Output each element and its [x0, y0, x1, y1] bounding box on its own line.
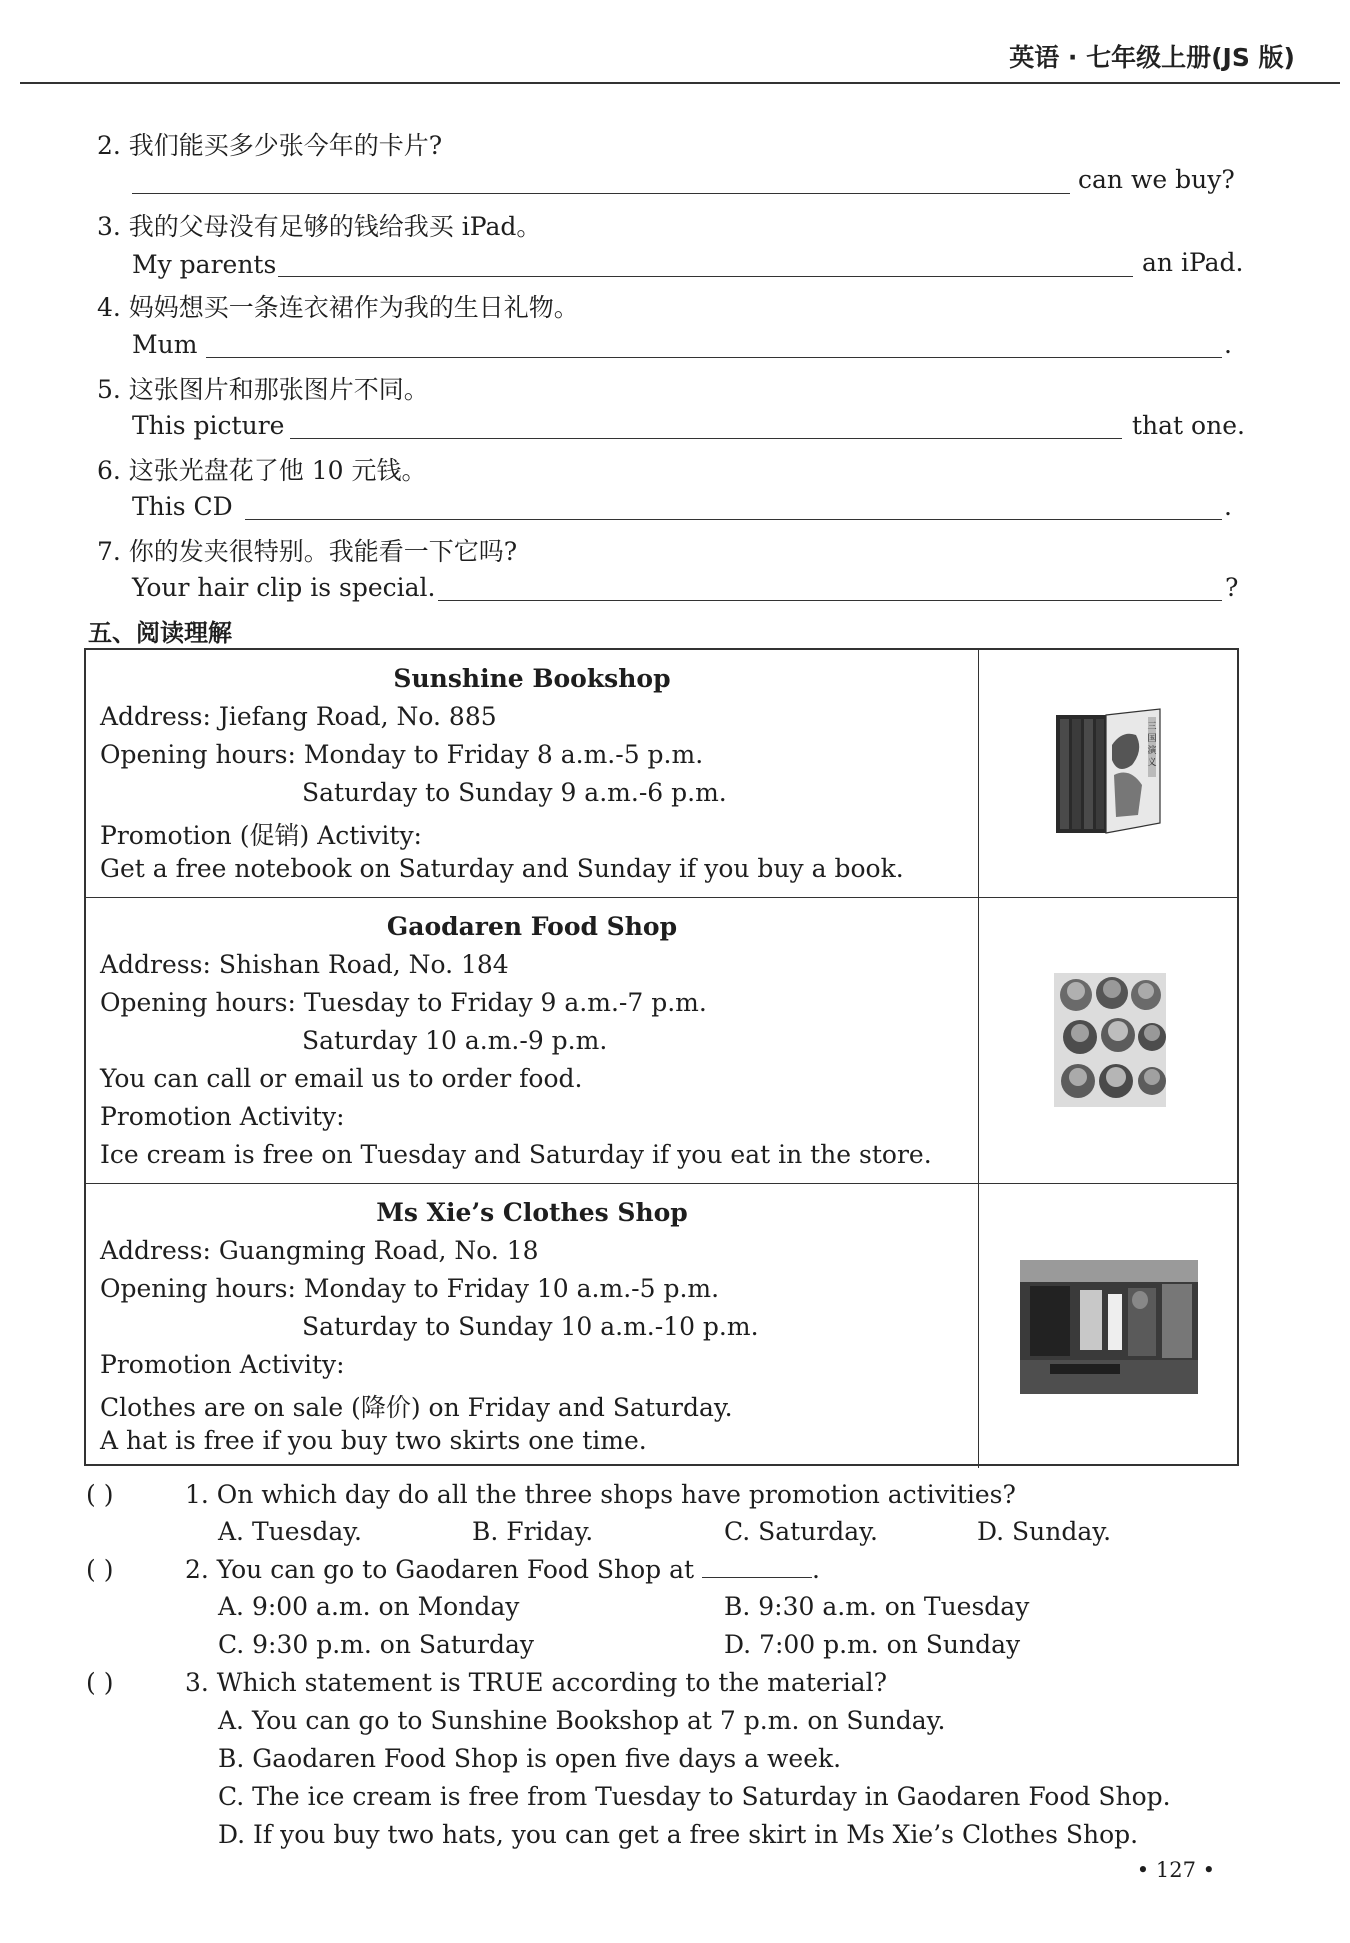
item-5-prompt: 5. 这张图片和那张图片不同。 — [97, 375, 429, 404]
shop-address: Address: Shishan Road, No. 184 — [100, 950, 509, 979]
item-5-tail: that one. — [1132, 411, 1245, 440]
shop-row-sunshine-bookshop — [86, 650, 1237, 897]
shop-hours-weekend: Saturday to Sunday 10 a.m.-10 p.m. — [302, 1312, 759, 1341]
clothes-store-image — [1020, 1260, 1198, 1394]
shop-promotion-text: A hat is free if you buy two skirts one time. — [100, 1426, 647, 1455]
shop-hours-saturday: Saturday 10 a.m.-9 p.m. — [302, 1026, 608, 1055]
item-3-tail: an iPad. — [1142, 248, 1244, 277]
item-2-prompt: 2. 我们能买多少张今年的卡片? — [97, 131, 443, 160]
answer-paren-q1[interactable]: ( ) — [86, 1480, 114, 1509]
shop-sale-text: Clothes are on sale (降价) on Friday and Saturday. — [100, 1393, 733, 1422]
item-7-answer-blank[interactable] — [438, 600, 1222, 601]
question-2-blank[interactable] — [702, 1559, 812, 1578]
shop-name: Gaodaren Food Shop — [386, 912, 678, 941]
cupcakes-image — [1054, 973, 1166, 1107]
item-4-lead: Mum — [132, 330, 198, 359]
item-6-tail: . — [1224, 492, 1232, 521]
shop-address: Address: Guangming Road, No. 18 — [100, 1236, 539, 1265]
q1-option-c: C. Saturday. — [724, 1517, 878, 1546]
q1-option-b: B. Friday. — [472, 1517, 594, 1546]
section-title: 五、阅读理解 — [88, 619, 232, 647]
q2-option-a: A. 9:00 a.m. on Monday — [218, 1592, 520, 1621]
item-3-prompt: 3. 我的父母没有足够的钱给我买 iPad。 — [97, 212, 542, 241]
shop-row-gaodaren-food-shop — [86, 897, 1237, 1183]
shop-hours-weekend: Saturday to Sunday 9 a.m.-6 p.m. — [302, 778, 727, 807]
item-4-prompt: 4. 妈妈想买一条连衣裙作为我的生日礼物。 — [97, 293, 579, 322]
item-7-prompt: 7. 你的发夹很特别。我能看一下它吗? — [97, 537, 518, 566]
question-2-stem-text: 2. You can go to Gaodaren Food Shop at — [185, 1555, 695, 1584]
shop-name: Sunshine Bookshop — [393, 664, 671, 693]
item-5-answer-blank[interactable] — [290, 438, 1122, 439]
question-2-stem-end: . — [812, 1555, 820, 1584]
shop-table — [84, 648, 1239, 1466]
header-title: 英语 · 七年级上册(JS 版) — [1009, 43, 1295, 72]
shop-promotion-label: Promotion (促销) Activity: — [100, 821, 422, 850]
header-rule — [20, 82, 1340, 84]
shop-promotion-text: Ice cream is free on Tuesday and Saturday if you eat in the store. — [100, 1140, 932, 1169]
item-7-lead: Your hair clip is special. — [132, 573, 436, 602]
question-2-stem — [185, 1555, 820, 1584]
shop-name: Ms Xie’s Clothes Shop — [376, 1198, 688, 1227]
shop-promotion-label: Promotion Activity: — [100, 1102, 345, 1131]
q2-option-d: D. 7:00 p.m. on Sunday — [724, 1630, 1021, 1659]
item-5-lead: This picture — [132, 411, 285, 440]
item-7-tail: ? — [1225, 573, 1239, 602]
item-4-tail: . — [1224, 330, 1232, 359]
q3-option-a: A. You can go to Sunshine Bookshop at 7 p.m. on Sunday. — [218, 1706, 946, 1735]
q3-option-d: D. If you buy two hats, you can get a free skirt in Ms Xie’s Clothes Shop. — [218, 1820, 1139, 1849]
item-6-lead: This CD — [132, 492, 233, 521]
q1-option-a: A. Tuesday. — [218, 1517, 363, 1546]
q1-option-d: D. Sunday. — [977, 1517, 1112, 1546]
q3-option-c: C. The ice cream is free from Tuesday to Saturday in Gaodaren Food Shop. — [218, 1782, 1171, 1811]
item-3-lead: My parents — [132, 250, 277, 279]
item-4-answer-blank[interactable] — [206, 357, 1222, 358]
book-cover-title: 三国演义 — [1147, 722, 1157, 768]
answer-paren-q2[interactable]: ( ) — [86, 1555, 114, 1584]
q2-option-b: B. 9:30 a.m. on Tuesday — [724, 1592, 1030, 1621]
answer-paren-q3[interactable]: ( ) — [86, 1668, 114, 1697]
shop-row-ms-xie-clothes-shop — [86, 1183, 1237, 1468]
shop-hours: Opening hours: Monday to Friday 8 a.m.-5 p.m. — [100, 740, 704, 769]
question-3-stem: 3. Which statement is TRUE according to the material? — [185, 1668, 887, 1697]
shop-order-note: You can call or email us to order food. — [100, 1064, 583, 1093]
item-2-tail: can we buy? — [1078, 165, 1235, 194]
shop-promotion-text: Get a free notebook on Saturday and Sunday if you buy a book. — [100, 854, 904, 883]
page-number: • 127 • — [1136, 1858, 1215, 1882]
item-3-answer-blank[interactable] — [278, 276, 1133, 277]
shop-address: Address: Jiefang Road, No. 885 — [100, 702, 497, 731]
q3-option-b: B. Gaodaren Food Shop is open five days a week. — [218, 1744, 842, 1773]
shop-hours: Opening hours: Tuesday to Friday 9 a.m.-7 p.m. — [100, 988, 707, 1017]
shop-hours: Opening hours: Monday to Friday 10 a.m.-5 p.m. — [100, 1274, 720, 1303]
item-6-prompt: 6. 这张光盘花了他 10 元钱。 — [97, 456, 427, 485]
question-1-stem: 1. On which day do all the three shops have promotion activities? — [185, 1480, 1016, 1509]
book-box-set-image — [1052, 705, 1164, 839]
item-2-answer-blank[interactable] — [132, 193, 1070, 194]
item-6-answer-blank[interactable] — [245, 519, 1222, 520]
q2-option-c: C. 9:30 p.m. on Saturday — [218, 1630, 535, 1659]
shop-promotion-label: Promotion Activity: — [100, 1350, 345, 1379]
